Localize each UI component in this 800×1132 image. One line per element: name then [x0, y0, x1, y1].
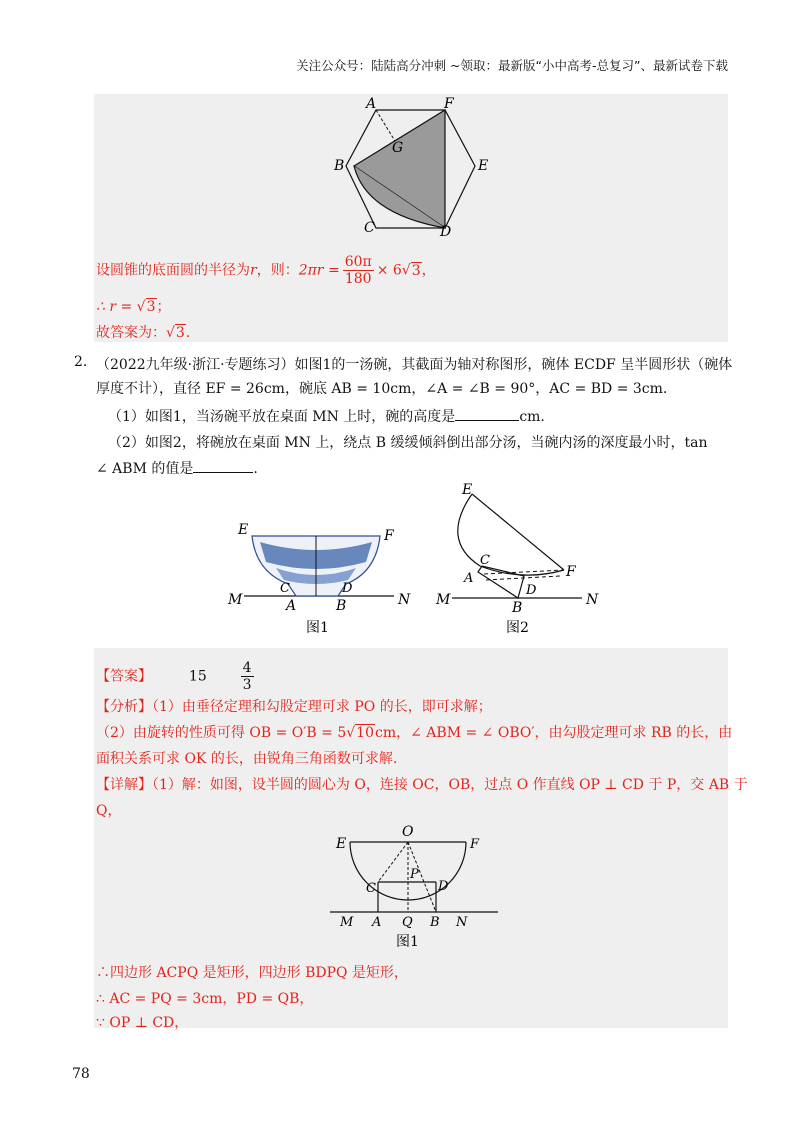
fig2-label-n: N: [586, 592, 599, 608]
fig1-caption: 图1: [306, 620, 329, 636]
label-d: D: [440, 224, 452, 238]
answer-line: [96, 660, 257, 693]
label-b: B: [334, 158, 345, 174]
fig1-label-n: N: [398, 592, 411, 608]
fig1-label-m: M: [228, 592, 243, 608]
fig1-label-e: E: [238, 522, 249, 538]
fig3-label-d: D: [438, 879, 449, 894]
label-a: A: [366, 96, 377, 112]
page-header: 关注公众号：陆陆高分冲刺 ~领取：最新版“小中高考-总复习”、最新试卷下载: [296, 58, 728, 73]
fig3-label-p: P: [410, 867, 419, 882]
fig3-label-e: E: [336, 836, 347, 852]
bowl-section-figure: [326, 822, 502, 952]
fig3-caption: 图1: [396, 934, 419, 950]
fig2-arc: [458, 494, 480, 566]
analysis-line3: 面积关系可求 OK 的长，由锐角三角函数可求解.: [96, 751, 398, 767]
question-2-line2: ∠ ABM 的值是 .: [96, 461, 258, 477]
bowl-figure-1: [226, 518, 426, 642]
question-2-line1: （2）如图2，将碗放在桌面 MN 上，绕点 B 缓缓倾斜倒出部分汤，当碗内汤的深度最小时，tan: [108, 435, 708, 451]
prev-solution-line3: 故答案为：√3.: [96, 325, 191, 341]
conclusion-line2: ∴ AC = PQ = 3cm，PD = QB，: [96, 991, 314, 1007]
conclusion-line1: ∴四边形 ACPQ 是矩形，四边形 BDPQ 是矩形，: [96, 965, 408, 981]
label-f: F: [444, 96, 454, 112]
fig2-label-f: F: [566, 564, 576, 580]
fig2-label-c: C: [480, 553, 490, 568]
label-g: G: [392, 140, 404, 156]
fig2-label-d: D: [526, 583, 537, 598]
answer-value-2: $\frac{4}{3}$: [242, 660, 252, 693]
detail-line2: Q，: [96, 803, 122, 819]
fig1-label-a: A: [286, 598, 297, 614]
fig1-label-d: D: [342, 581, 353, 596]
fig3-label-f: F: [470, 837, 480, 852]
fig2-label-e: E: [462, 482, 473, 498]
fig2-label-m: M: [436, 592, 451, 608]
question-1: （1）如图1，当汤碗平放在桌面 MN 上时，碗的高度是 cm.: [108, 409, 545, 425]
fig3-oc: [378, 842, 408, 882]
label-c: C: [364, 220, 375, 236]
label-e: E: [478, 158, 489, 174]
analysis-line1: 【分析】（1）由垂径定理和勾股定理可求 PO 的长，即可求解；: [96, 699, 492, 715]
fig3-label-b: B: [430, 915, 440, 930]
fig2-base: [478, 566, 524, 598]
analysis-line2: （2）由旋转的性质可得 OB = O′B = 5√10cm，∠ ABM = ∠ OBO′，由勾股定理可求 RB 的长，由: [96, 725, 733, 741]
fig1-label-b: B: [336, 598, 347, 614]
detail-line1: 【详解】（1）解：如图，设半圆的圆心为 O，连接 OC，OB，过点 O 作直线 OP ⊥ CD 于 P，交 AB 于: [96, 777, 748, 793]
fig3-label-q: Q: [402, 915, 413, 930]
conclusion-line3: ∵ OP ⊥ CD，: [96, 1015, 189, 1031]
prev-solution-line2: ∴ r = √3；: [96, 299, 171, 315]
fig2-caption: 图2: [506, 620, 529, 636]
fig2-label-b: B: [512, 600, 523, 616]
answer-blank-2[interactable]: [193, 459, 253, 473]
problem-line2: 厚度不计），直径 EF = 26cm，碗底 AB = 10cm，∠A = ∠B = 90°，AC = BD = 3cm.: [96, 381, 668, 397]
hexagon-figure: [330, 96, 500, 238]
problem-line1: （2022九年级·浙江·专题练习）如图1的一汤碗，其截面为轴对称图形，碗体 ECDF 呈半圆形状（碗体: [96, 357, 733, 373]
answer-blank-1[interactable]: [455, 407, 519, 421]
fig3-label-o: O: [402, 824, 414, 840]
fig3-label-a: A: [372, 915, 382, 930]
fig1-label-f: F: [384, 528, 394, 544]
answer-value-1: 15: [188, 668, 207, 685]
dashed-ag: [376, 110, 395, 141]
fig3-label-c: C: [366, 881, 376, 896]
fig3-label-n: N: [456, 915, 468, 930]
page-number: 78: [72, 1066, 90, 1082]
fig2-label-a: A: [464, 571, 474, 586]
fig1-label-c: C: [280, 581, 290, 596]
bowl-figure-2: [432, 480, 607, 642]
prev-solution-line1: 设圆锥的底面圆的半径为r，则：2πr = $\frac{60\pi}{180}$ × 6√3，: [96, 254, 436, 287]
fig3-label-m: M: [340, 915, 354, 930]
problem-number: 2.: [74, 354, 88, 370]
answer-label: 【答案】: [96, 668, 152, 685]
